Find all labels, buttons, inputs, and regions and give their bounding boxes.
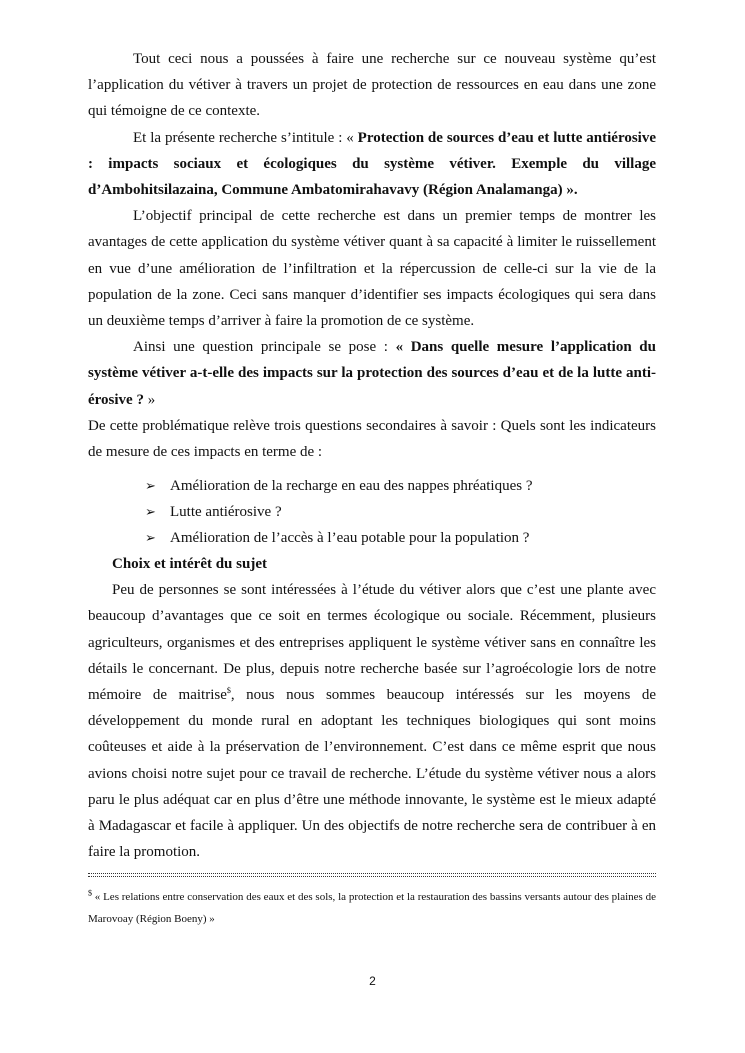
list-item <box>88 525 656 551</box>
list-item <box>88 473 656 499</box>
footnote-mark: $ <box>88 888 92 898</box>
arrow-bullet-icon: ➢ <box>145 478 156 494</box>
secondary-questions-list <box>88 473 656 551</box>
research-title: Protection de sources d’eau et lutte antiérosive : impacts sociaux et écologiques du système vétiver. Exemple du village d’Ambohitsilazaina, Commune Ambatomirahavavy (Région Analamanga) ». <box>88 129 656 199</box>
main-question: « Dans quelle mesure l’application du système vétiver a-t-elle des impacts sur la protection des sources d’eau et de la lutte anti-érosive ? <box>88 339 656 408</box>
footnote-text: « Les relations entre conservation des eaux et des sols, la protection et la restauration des bassins versants autour des plaines de Marovoay (Région Boeny) » <box>88 891 656 925</box>
footnote-separator <box>88 873 656 874</box>
list-item-text: Lutte antiérosive ? <box>170 504 282 521</box>
footnote-ref: $ <box>226 686 231 696</box>
footnote <box>88 886 656 930</box>
footnote-separator-2 <box>88 876 656 877</box>
section-heading: Choix et intérêt du sujet <box>112 556 267 573</box>
arrow-bullet-icon: ➢ <box>145 530 156 546</box>
paragraph-question <box>88 334 656 413</box>
document-body <box>88 46 656 865</box>
arrow-bullet-icon: ➢ <box>145 504 156 520</box>
paragraph-objective: L’objectif principal de cette recherche est dans un premier temps de montrer les avantages de cette application du système vétiver quant à sa capacité à limiter le ruissellement en vue d’une amélioration de l’infiltration et la répercussion de celle-ci sur la vie de la population de la zone. Ceci sans manquer d’identifier ses impacts écologiques qui sera dans un deuxième temps d’arriver à faire la promotion de ce système. <box>88 208 656 330</box>
question-lead: Ainsi une question principale se pose : <box>133 339 396 356</box>
list-item-text: Amélioration de l’accès à l’eau potable pour la population ? <box>170 530 530 547</box>
page-number: 2 <box>369 974 376 988</box>
list-item-text: Amélioration de la recharge en eau des nappes phréatiques ? <box>170 478 533 495</box>
title-lead: Et la présente recherche s’intitule : « <box>133 129 358 146</box>
paragraph-title <box>88 125 656 204</box>
list-item <box>88 499 656 525</box>
choice-text-a: Peu de personnes se sont intéressées à l’étude du vétiver alors que c’est une plante avec beaucoup d’avantages que ce soit en termes écologique ou sociale. Récemment, plusieurs agriculteurs, organismes et des entreprises appliquent le système vétiver sans en connaître les détails le concernant. De plus, depuis notre recherche basée sur l’agroécologie lors de notre mémoire de maitrise <box>88 582 656 704</box>
paragraph-secondary-questions: De cette problématique relève trois questions secondaires à savoir : Quels sont les indicateurs de mesure de ces impacts en terme de : <box>88 417 656 461</box>
paragraph-intro: Tout ceci nous a poussées à faire une recherche sur ce nouveau système qu’est l’application du vétiver à travers un projet de protection de ressources en eau dans une zone qui témoigne de ce contexte. <box>88 51 656 120</box>
choice-text-b: , nous nous sommes beaucoup intéressés sur les moyens de développement du monde rural en adoptant les techniques biologiques qui sont moins coûteuses et aide à la préservation de l’environnement. C’est dans ce même esprit que nous avions choisi notre sujet pour ce travail de recherche. L’étude du système vétiver nous a alors paru le plus adéquat car en plus d’être une méthode innovante, le système est le mieux adapté à Madagascar et facile à appliquer. Un des objectifs de notre recherche sera de contribuer à en faire la promotion. <box>88 687 656 861</box>
question-close: » <box>143 391 156 408</box>
paragraph-choice <box>88 577 656 865</box>
